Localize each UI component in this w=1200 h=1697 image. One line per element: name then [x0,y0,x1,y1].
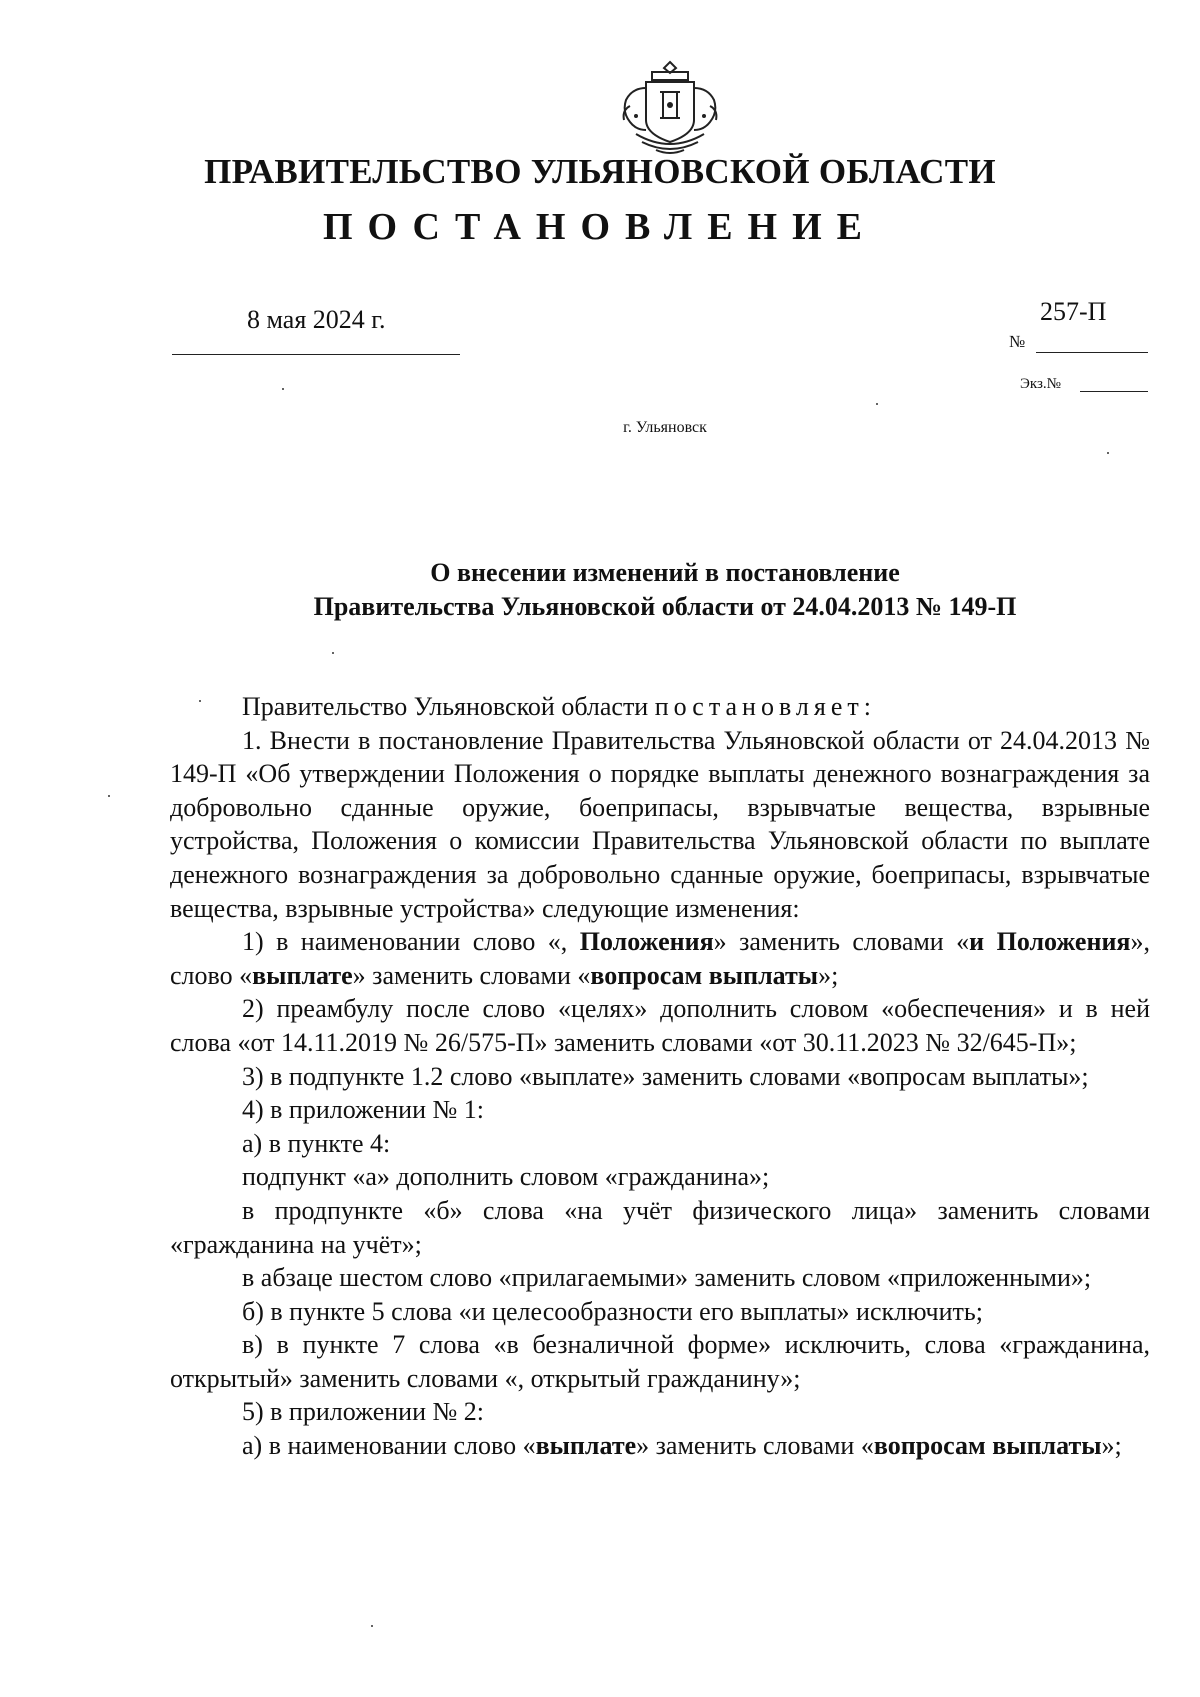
copy-number-underline [1080,391,1148,392]
subitem-4a-2-paragraph: в продпункте «б» слова «на учёт физического лица» заменить словами «гражданина на учёт»; [170,1195,1150,1259]
organization-title: ПРАВИТЕЛЬСТВО УЛЬЯНОВСКОЙ ОБЛАСТИ [204,152,996,191]
subitem-4-paragraph: 4) в приложении № 1: [242,1095,485,1125]
scan-speck [199,700,201,702]
scan-speck [282,388,284,390]
subitem-4a-paragraph: а) в пункте 4: [242,1128,391,1158]
document-date: 8 мая 2024 г. [247,305,386,334]
document-body [170,690,1150,1463]
document-type-title: ПОСТАНОВЛЕНИЕ [322,206,878,248]
subitem-1-paragraph: 1) в наименовании слово «, Положения» заменить словами «и Положения», слово «выплате» заменить словами «вопросам выплаты»; [170,927,1150,990]
scan-speck [332,652,334,654]
document-subject [170,556,1160,624]
coat-of-arms-emblem [616,58,724,160]
scan-speck [1107,452,1109,454]
copy-number-label: Экз.№ [1020,376,1061,392]
date-underline [172,354,460,355]
subitem-2-paragraph: 2) преамбулу после слово «целях» дополнить словом «обеспечения» и в ней слова «от 14.11.2019 № 26/575-П» заменить словами «от 30.11.2023 № 32/645-П»; [170,994,1150,1057]
scan-speck [108,795,110,797]
subitem-5a-paragraph: а) в наименовании слово «выплате» заменить словами «вопросам выплаты»; [242,1431,1122,1461]
city-name: г. Ульяновск [623,419,707,436]
preamble-paragraph: Правительство Ульяновской области постановляет: [242,692,871,721]
subitem-4c-paragraph: в) в пункте 7 слова «в безналичной форме» исключить, слова «гражданина, открытый» заменить словами «, открытый гражданину»; [170,1330,1150,1393]
scan-speck [876,403,878,405]
subitem-4a-1-paragraph: подпункт «а» дополнить словом «гражданина»; [242,1162,770,1192]
subitem-4b-paragraph: б) в пункте 5 слова «и целесообразности его выплаты» исключить; [242,1296,983,1326]
scan-speck [371,1625,373,1627]
document-number: 257-П [1040,297,1107,326]
subitem-5-paragraph: 5) в приложении № 2: [242,1397,485,1427]
subject-line-2: Правительства Ульяновской области от 24.04.2013 № 149-П [313,592,1017,621]
number-label: № [1009,332,1026,351]
subject-line-1: О внесении изменений в постановление [430,558,900,587]
item-1-paragraph: 1. Внести в постановление Правительства Ульяновской области от 24.04.2013 № 149-П «Об утверждении Положения о порядке выплаты денежного вознаграждения за добровольно сданные оружие, боеприпасы, взрывчатые вещества, взрывные устройства, Положения о комиссии Правительства Ульяновской области по выплате денежного вознаграждения за добровольно сданные оружие, боеприпасы, взрывчатые вещества, взрывные устройства» следующие изменения: [170,725,1150,923]
subitem-4a-3-paragraph: в абзаце шестом слово «прилагаемыми» заменить словом «приложенными»; [242,1263,1092,1293]
number-underline [1036,352,1148,353]
subitem-3-paragraph: 3) в подпункте 1.2 слово «выплате» заменить словами «вопросам выплаты»; [242,1061,1089,1091]
